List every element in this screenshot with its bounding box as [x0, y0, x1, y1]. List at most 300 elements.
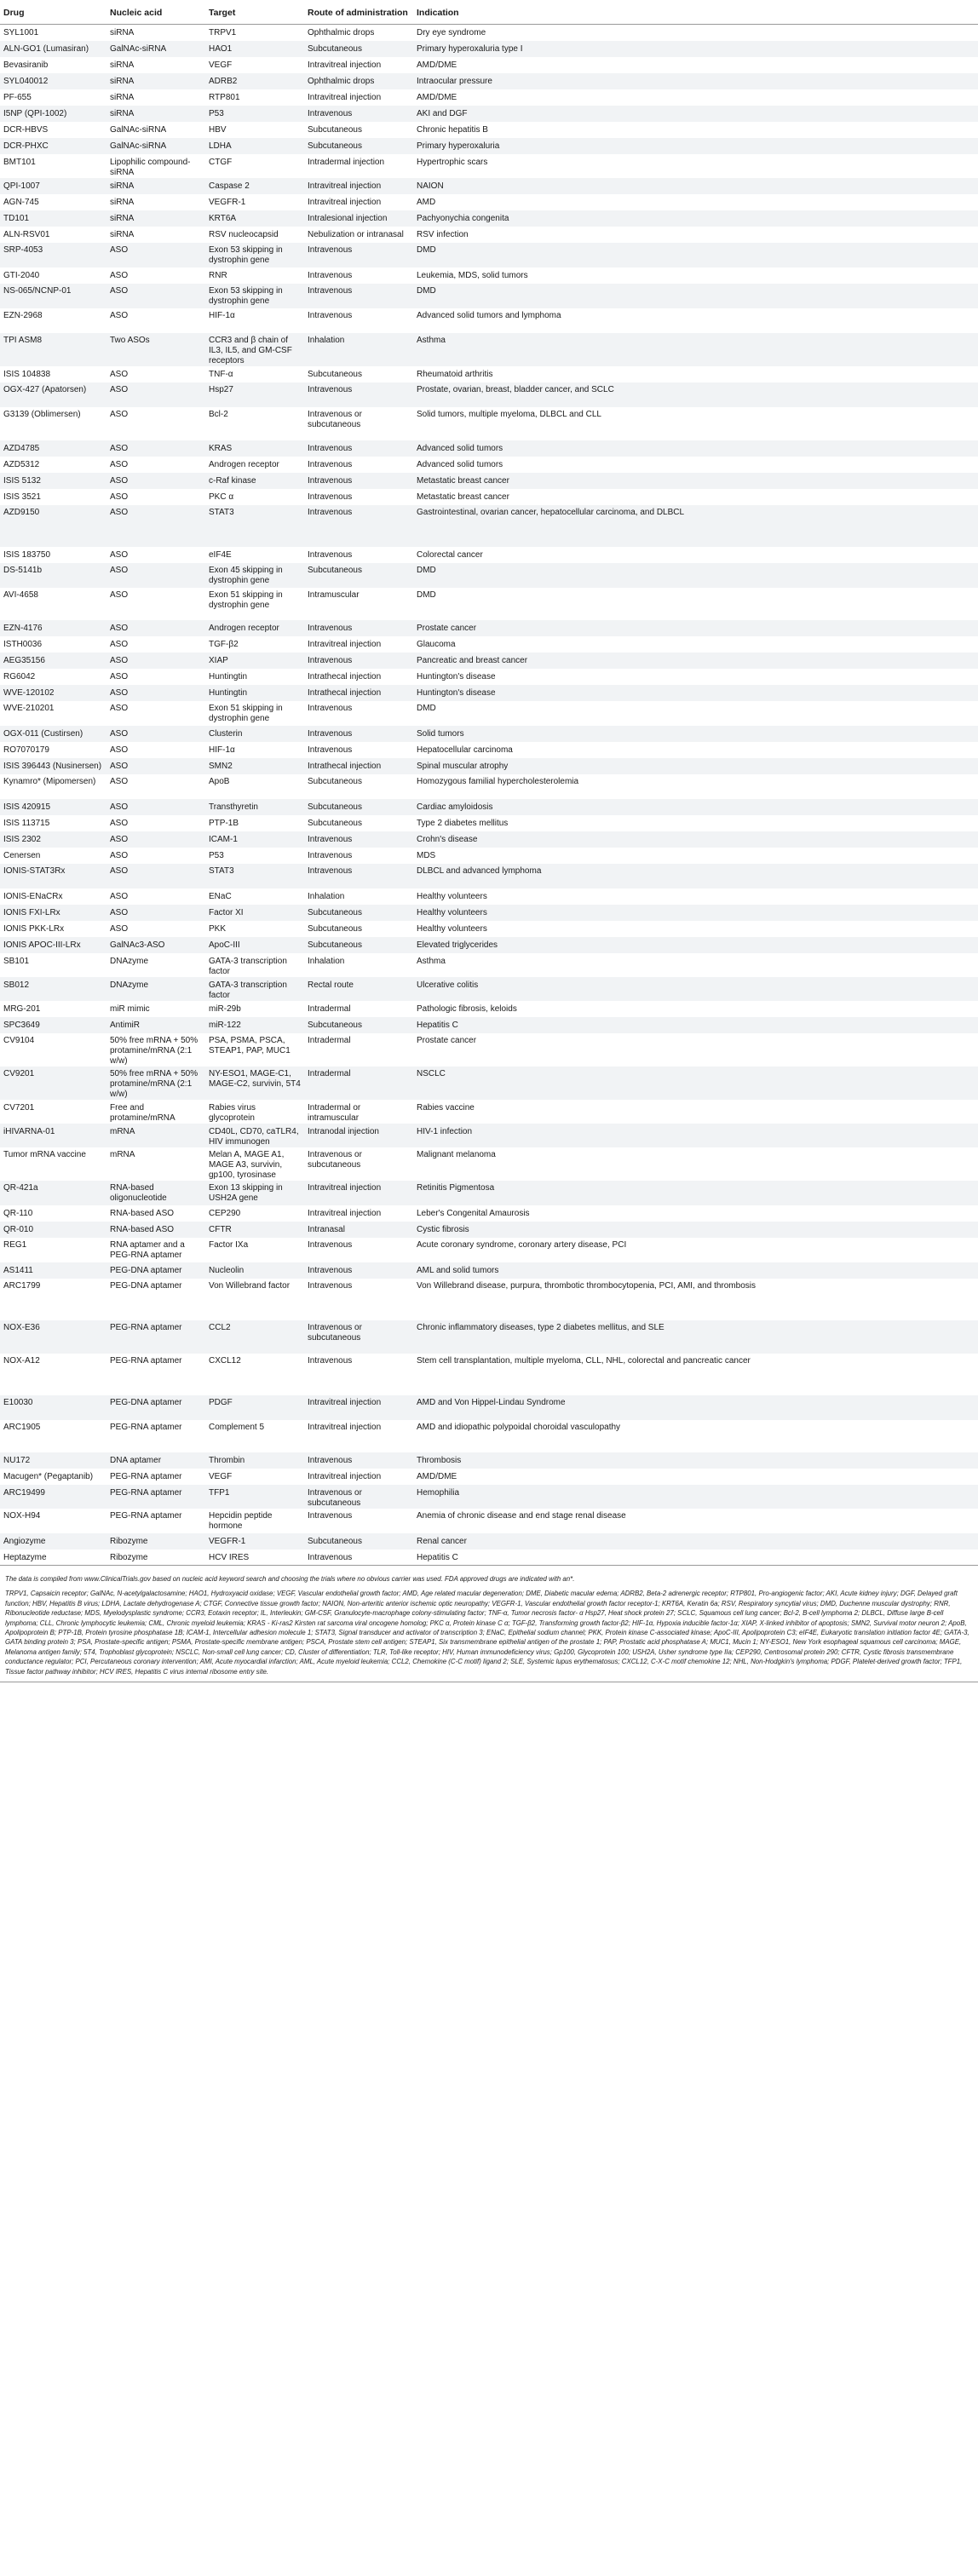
cell-nucleic-acid: GalNAc3-ASO — [110, 940, 165, 950]
cell-target: HIF-1α — [209, 310, 235, 320]
cell-route: Intravitreal injection — [308, 1422, 382, 1432]
cell-nucleic-acid: ASO — [110, 850, 129, 860]
cell-drug: Cenersen — [3, 850, 41, 860]
table-row — [0, 905, 978, 921]
cell-nucleic-acid: ASO — [110, 639, 129, 649]
table-row — [0, 1533, 978, 1550]
footnote-source-note: The data is compiled from www.ClinicalTrials.gov based on nucleic acid keyword search and choosing the trials where no obvious carrier was used. FDA approved drugs are indicated with an*. — [5, 1575, 575, 1583]
cell-indication: Stem cell transplantation, multiple myeloma, CLL, NHL, colorectal and pancreatic cancer — [417, 1355, 751, 1366]
cell-route: Subcutaneous — [308, 124, 362, 135]
cell-drug: NS-065/NCNP-01 — [3, 285, 72, 296]
cell-route: Intravenous or subcutaneous — [308, 409, 362, 429]
cell-indication: Elevated triglycerides — [417, 940, 498, 950]
cell-drug: TPI ASM8 — [3, 335, 43, 345]
cell-indication: Leber's Congenital Amaurosis — [417, 1208, 530, 1218]
cell-target: Thrombin — [209, 1455, 245, 1465]
cell-route: Subcutaneous — [308, 43, 362, 54]
cell-indication: Healthy volunteers — [417, 907, 487, 917]
cell-target: LDHA — [209, 141, 232, 151]
cell-target: Exon 53 skipping in dystrophin gene — [209, 244, 283, 265]
cell-target: Exon 13 skipping in USH2A gene — [209, 1182, 283, 1203]
cell-nucleic-acid: ASO — [110, 244, 129, 255]
cell-route: Inhalation — [308, 335, 345, 345]
cell-indication: AMD/DME — [417, 92, 457, 102]
cell-drug: BMT101 — [3, 157, 36, 167]
cell-drug: MRG-201 — [3, 1003, 41, 1014]
cell-route: Intravenous — [308, 655, 353, 665]
cell-route: Intravenous — [308, 1280, 353, 1291]
cell-nucleic-acid: ASO — [110, 687, 129, 698]
cell-indication: Hepatocellular carcinoma — [417, 745, 513, 755]
cell-drug: AEG35156 — [3, 655, 45, 665]
cell-nucleic-acid: siRNA — [110, 197, 135, 207]
cell-drug: Angiozyme — [3, 1536, 46, 1546]
table-row — [0, 1100, 978, 1124]
cell-nucleic-acid: ASO — [110, 802, 129, 812]
table-row — [0, 1354, 978, 1395]
cell-nucleic-acid: RNA aptamer and a PEG-RNA aptamer — [110, 1239, 185, 1260]
cell-target: Huntingtin — [209, 687, 248, 698]
cell-indication: DMD — [417, 565, 436, 575]
cell-drug: ARC19499 — [3, 1487, 45, 1498]
cell-nucleic-acid: ASO — [110, 745, 129, 755]
cell-nucleic-acid: DNAzyme — [110, 980, 149, 990]
table-row — [0, 284, 978, 308]
cell-indication: Asthma — [417, 335, 446, 345]
cell-target: ENaC — [209, 891, 232, 901]
cell-drug: AZD5312 — [3, 459, 40, 469]
cell-route: Intravitreal injection — [308, 1397, 382, 1407]
cell-indication: Acute coronary syndrome, coronary artery disease, PCI — [417, 1239, 627, 1250]
cell-route: Intravenous — [308, 745, 353, 755]
cell-nucleic-acid: ASO — [110, 818, 129, 828]
cell-route: Intravenous — [308, 865, 353, 876]
cell-route: Intravenous — [308, 850, 353, 860]
cell-indication: Hepatitis C — [417, 1020, 458, 1030]
cell-target: RSV nucleocapsid — [209, 229, 279, 239]
cell-route: Intravitreal injection — [308, 92, 382, 102]
cell-target: Exon 51 skipping in dystrophin gene — [209, 589, 283, 610]
cell-target: PDGF — [209, 1397, 233, 1407]
cell-drug: IONIS FXI-LRx — [3, 907, 60, 917]
cell-nucleic-acid: PEG-DNA aptamer — [110, 1265, 182, 1275]
table-row — [0, 1550, 978, 1566]
cell-route: Subcutaneous — [308, 818, 362, 828]
cell-target: CXCL12 — [209, 1355, 241, 1366]
cell-target: Hepcidin peptide hormone — [209, 1510, 273, 1531]
cell-drug: NOX-H94 — [3, 1510, 41, 1521]
cell-drug: AS1411 — [3, 1265, 33, 1275]
table-row — [0, 1262, 978, 1279]
cell-indication: Spinal muscular atrophy — [417, 761, 509, 771]
cell-indication: Prostate cancer — [417, 1035, 477, 1045]
cell-route: Intradermal or intramuscular — [308, 1102, 361, 1123]
cell-nucleic-acid: mRNA — [110, 1126, 135, 1136]
cell-target: Hsp27 — [209, 384, 233, 394]
cell-nucleic-acid: PEG-RNA aptamer — [110, 1355, 182, 1366]
cell-drug: IONIS APOC-III-LRx — [3, 940, 81, 950]
cell-target: CD40L, CD70, caTLR4, HIV immunogen — [209, 1126, 299, 1147]
cell-target: Bcl-2 — [209, 409, 228, 419]
cell-indication: AMD/DME — [417, 1471, 457, 1481]
cell-indication: Solid tumors — [417, 728, 464, 739]
cell-drug: OGX-011 (Custirsen) — [3, 728, 83, 739]
cell-target: Clusterin — [209, 728, 243, 739]
cell-route: Intramuscular — [308, 589, 360, 600]
cell-indication: DMD — [417, 285, 436, 296]
cell-target: STAT3 — [209, 865, 234, 876]
table-row — [0, 194, 978, 210]
cell-drug: G3139 (Oblimersen) — [3, 409, 81, 419]
cell-nucleic-acid: 50% free mRNA + 50% protamine/mRNA (2:1 w/w) — [110, 1068, 198, 1099]
cell-drug: ARC1905 — [3, 1422, 41, 1432]
cell-indication: Anemia of chronic disease and end stage renal disease — [417, 1510, 626, 1521]
table-row — [0, 815, 978, 831]
cell-route: Intravenous — [308, 443, 353, 453]
cell-indication: Advanced solid tumors and lymphoma — [417, 310, 561, 320]
cell-indication: Hemophilia — [417, 1487, 460, 1498]
table-row — [0, 267, 978, 284]
cell-nucleic-acid: 50% free mRNA + 50% protamine/mRNA (2:1 w/w) — [110, 1035, 198, 1066]
cell-drug: EZN-2968 — [3, 310, 43, 320]
cell-target: Exon 53 skipping in dystrophin gene — [209, 285, 283, 306]
cell-drug: I5NP (QPI-1002) — [3, 108, 67, 118]
cell-indication: Crohn's disease — [417, 834, 478, 844]
table-row — [0, 669, 978, 685]
cell-nucleic-acid: ASO — [110, 891, 129, 901]
cell-indication: Asthma — [417, 956, 446, 966]
table-row — [0, 620, 978, 636]
table-row — [0, 1147, 978, 1181]
table-row — [0, 505, 978, 547]
cell-route: Intravenous — [308, 270, 353, 280]
cell-nucleic-acid: siRNA — [110, 92, 135, 102]
cell-route: Intravitreal injection — [308, 197, 382, 207]
cell-nucleic-acid: ASO — [110, 776, 129, 786]
cell-indication: Hypertrophic scars — [417, 157, 488, 167]
table-row — [0, 1509, 978, 1533]
cell-nucleic-acid: mRNA — [110, 1149, 135, 1159]
cell-indication: AKI and DGF — [417, 108, 468, 118]
cell-nucleic-acid: GalNAc-siRNA — [110, 141, 167, 151]
cell-drug: AZD9150 — [3, 507, 40, 517]
table-row — [0, 921, 978, 937]
cell-nucleic-acid: ASO — [110, 703, 129, 713]
table-row — [0, 758, 978, 774]
cell-target: HBV — [209, 124, 227, 135]
cell-route: Ophthalmic drops — [308, 28, 375, 37]
cell-target: c-Raf kinase — [209, 475, 256, 486]
cell-drug: AGN-745 — [3, 197, 39, 207]
table-body — [0, 25, 978, 1566]
cell-route: Intravenous — [304, 1550, 413, 1566]
cell-route: Subcutaneous — [308, 907, 362, 917]
cell-indication: Chronic hepatitis B — [417, 124, 488, 135]
table-row — [0, 1222, 978, 1238]
cell-indication: NAION — [417, 181, 444, 191]
cell-route: Intravenous — [308, 384, 353, 394]
cell-indication: Huntington's disease — [417, 671, 496, 681]
cell-route: Intravenous — [308, 1239, 353, 1250]
cell-drug: AVI-4658 — [3, 589, 38, 600]
cell-indication: DMD — [417, 703, 436, 713]
cell-nucleic-acid: siRNA — [110, 108, 135, 118]
table-row — [0, 977, 978, 1001]
cell-target: CEP290 — [209, 1208, 241, 1218]
cell-indication: Cardiac amyloidosis — [417, 802, 493, 812]
cell-drug: SB012 — [3, 980, 30, 990]
cell-nucleic-acid: Two ASOs — [110, 335, 150, 345]
cell-indication: Healthy volunteers — [417, 891, 487, 901]
cell-nucleic-acid: ASO — [110, 655, 129, 665]
cell-route: Intradermal injection — [308, 157, 385, 167]
cell-target: Transthyretin — [209, 802, 258, 812]
cell-drug: ALN-RSV01 — [3, 229, 50, 239]
table-row — [0, 701, 978, 726]
table-row — [0, 848, 978, 864]
table-row — [0, 243, 978, 267]
table-row — [0, 122, 978, 138]
cell-nucleic-acid: ASO — [110, 475, 129, 486]
cell-route: Intrathecal injection — [308, 671, 382, 681]
cell-drug: ISIS 104838 — [3, 369, 51, 379]
cell-route: Intravitreal injection — [308, 639, 382, 649]
cell-drug: ISIS 420915 — [3, 802, 51, 812]
cell-nucleic-acid: RNA-based ASO — [110, 1208, 175, 1218]
cell-route: Intradermal — [308, 1035, 351, 1045]
header-drug: Drug — [0, 2, 106, 25]
cell-target: Rabies virus glycoprotein — [209, 1102, 256, 1123]
cell-target: VEGFR-1 — [209, 1536, 246, 1546]
cell-indication: Solid tumors, multiple myeloma, DLBCL and CLL — [417, 409, 601, 419]
cell-target: Exon 45 skipping in dystrophin gene — [209, 565, 283, 585]
cell-indication: Primary hyperoxaluria type I — [417, 43, 523, 54]
cell-nucleic-acid: siRNA — [110, 28, 135, 37]
cell-target: Complement 5 — [209, 1422, 265, 1432]
cell-route: Intravenous — [308, 1510, 353, 1521]
cell-drug: QR-421a — [3, 1182, 38, 1193]
cell-route: Intravenous — [308, 459, 353, 469]
cell-indication: HIV-1 infection — [417, 1126, 473, 1136]
cell-target: XIAP — [209, 655, 228, 665]
cell-nucleic-acid: ASO — [110, 310, 129, 320]
cell-nucleic-acid: PEG-RNA aptamer — [110, 1422, 182, 1432]
table-row — [0, 547, 978, 563]
cell-route: Intravenous — [308, 834, 353, 844]
cell-nucleic-acid: ASO — [110, 549, 129, 560]
cell-target: KRAS — [209, 443, 233, 453]
table-row — [0, 799, 978, 815]
cell-target: Androgen receptor — [209, 459, 279, 469]
cell-nucleic-acid: ASO — [110, 384, 129, 394]
table-row — [0, 1017, 978, 1033]
table-row — [0, 382, 978, 407]
cell-nucleic-acid: PEG-RNA aptamer — [110, 1510, 182, 1521]
cell-drug: SPC3649 — [3, 1020, 40, 1030]
cell-route: Intrathecal injection — [308, 687, 382, 698]
table-row — [0, 1420, 978, 1452]
cell-route: Intravenous — [308, 623, 353, 633]
cell-indication: AML and solid tumors — [417, 1265, 499, 1275]
cell-indication: Huntington's disease — [417, 687, 496, 698]
cell-nucleic-acid: ASO — [110, 761, 129, 771]
cell-nucleic-acid: DNAzyme — [110, 956, 149, 966]
cell-route: Intravenous — [308, 244, 353, 255]
cell-target: Androgen receptor — [209, 623, 279, 633]
cell-indication: Prostate cancer — [417, 623, 477, 633]
cell-route: Intravenous — [308, 1455, 353, 1465]
cell-nucleic-acid: PEG-DNA aptamer — [110, 1280, 182, 1291]
cell-route: Intravenous — [308, 549, 353, 560]
cell-route: Intravenous — [308, 1265, 353, 1275]
table-row — [0, 1320, 978, 1354]
cell-target: CCR3 and β chain of IL3, IL5, and GM-CSF receptors — [209, 335, 292, 365]
cell-target: VEGF — [209, 60, 233, 70]
cell-nucleic-acid: ASO — [110, 270, 129, 280]
table-row — [0, 831, 978, 848]
cell-nucleic-acid: ASO — [110, 923, 129, 934]
cell-route: Intravenous — [308, 108, 353, 118]
cell-indication: AMD and idiopathic polypoidal choroidal vasculopathy — [417, 1422, 621, 1432]
cell-drug: TD101 — [3, 213, 30, 223]
cell-nucleic-acid: siRNA — [110, 181, 135, 191]
cell-drug: Tumor mRNA vaccine — [3, 1149, 86, 1159]
cell-nucleic-acid: ASO — [110, 459, 129, 469]
cell-target: PTP-1B — [209, 818, 239, 828]
cell-indication: Type 2 diabetes mellitus — [417, 818, 509, 828]
cell-nucleic-acid: ASO — [110, 623, 129, 633]
cell-target: VEGF — [209, 1471, 233, 1481]
cell-route: Subcutaneous — [308, 565, 362, 575]
cell-target: RTP801 — [209, 92, 240, 102]
cell-drug: AZD4785 — [3, 443, 40, 453]
table-row — [0, 178, 978, 194]
cell-nucleic-acid: PEG-RNA aptamer — [110, 1471, 182, 1481]
table-row — [0, 1452, 978, 1469]
cell-drug: NOX-E36 — [3, 1322, 40, 1332]
table-row — [0, 73, 978, 89]
table-row — [0, 953, 978, 977]
cell-route: Intravenous — [308, 507, 353, 517]
cell-drug: ARC1799 — [3, 1280, 41, 1291]
header-nucleic-acid: Nucleic acid — [106, 2, 205, 25]
table-row — [0, 106, 978, 122]
cell-indication: Thrombosis — [417, 1455, 462, 1465]
cell-route: Intravenous — [308, 703, 353, 713]
cell-route: Intravitreal injection — [308, 1208, 382, 1218]
cell-nucleic-acid: ASO — [110, 409, 129, 419]
table-row — [0, 457, 978, 473]
cell-target: HAO1 — [209, 43, 233, 54]
cell-target: Factor IXa — [209, 1239, 249, 1250]
table-row — [0, 1124, 978, 1147]
cell-route: Intravenous — [308, 285, 353, 296]
cell-route: Intradermal — [308, 1003, 351, 1014]
table-row — [0, 937, 978, 953]
cell-route: Intravenous or subcutaneous — [308, 1322, 362, 1343]
cell-indication: Gastrointestinal, ovarian cancer, hepatocellular carcinoma, and DLBCL — [417, 507, 685, 517]
cell-route: Intravitreal injection — [308, 1182, 382, 1193]
table-row — [0, 653, 978, 669]
cell-indication: Malignant melanoma — [417, 1149, 496, 1159]
cell-drug: Macugen* (Pegaptanib) — [3, 1471, 94, 1481]
cell-drug: CV9104 — [3, 1035, 35, 1045]
cell-indication: NSCLC — [417, 1068, 446, 1078]
table-row — [0, 473, 978, 489]
cell-target: CCL2 — [209, 1322, 231, 1332]
cell-target: P53 — [209, 850, 224, 860]
cell-route: Subcutaneous — [308, 1020, 362, 1030]
cell-indication: AMD/DME — [417, 60, 457, 70]
table-row — [0, 333, 978, 366]
cell-drug: DCR-HBVS — [3, 124, 49, 135]
cell-indication: Von Willebrand disease, purpura, thrombotic thrombocytopenia, PCI, AMI, and thrombosis — [417, 1280, 756, 1291]
cell-route: Subcutaneous — [308, 923, 362, 934]
cell-indication: Homozygous familial hypercholesterolemia — [417, 776, 579, 786]
table-row — [0, 308, 978, 333]
cell-indication: Dry eye syndrome — [417, 28, 486, 37]
cell-route: Intradermal — [308, 1068, 351, 1078]
table-row — [0, 1181, 978, 1205]
cell-drug: Kynamro* (Mipomersen) — [3, 776, 96, 786]
cell-target: CFTR — [209, 1224, 232, 1234]
table-row — [0, 1205, 978, 1222]
cell-drug: NOX-A12 — [3, 1355, 40, 1366]
cell-target: miR-122 — [209, 1020, 241, 1030]
cell-nucleic-acid: PEG-DNA aptamer — [110, 1397, 182, 1407]
cell-target: Von Willebrand factor — [209, 1280, 291, 1291]
cell-target: PSA, PSMA, PSCA, STEAP1, PAP, MUC1 — [209, 1035, 291, 1055]
table-row — [0, 1395, 978, 1420]
cell-route: Intranodal injection — [308, 1126, 379, 1136]
cell-nucleic-acid: Lipophilic compound-siRNA — [110, 157, 191, 177]
table-row — [0, 1279, 978, 1320]
cell-nucleic-acid: ASO — [110, 507, 129, 517]
cell-route: Intranasal — [308, 1224, 345, 1234]
cell-route: Subcutaneous — [308, 1536, 362, 1546]
table-row — [0, 154, 978, 178]
cell-drug: ISIS 113715 — [3, 818, 50, 828]
cell-nucleic-acid: siRNA — [110, 60, 135, 70]
clinical-trials-table — [0, 2, 978, 1566]
cell-target: TNF-α — [209, 369, 233, 379]
table-row — [0, 1238, 978, 1262]
cell-drug: CV9201 — [3, 1068, 35, 1078]
cell-nucleic-acid: Ribozyme — [106, 1550, 205, 1566]
table-row — [0, 563, 978, 588]
table-footnote — [0, 1573, 978, 1682]
table-row — [0, 57, 978, 73]
cell-indication: DLBCL and advanced lymphoma — [417, 865, 542, 876]
cell-indication: AMD and Von Hippel-Lindau Syndrome — [417, 1397, 566, 1407]
cell-nucleic-acid: PEG-RNA aptamer — [110, 1322, 182, 1332]
cell-drug: DS-5141b — [3, 565, 43, 575]
cell-route: Rectal route — [308, 980, 354, 990]
cell-drug: CV7201 — [3, 1102, 35, 1113]
cell-nucleic-acid: siRNA — [110, 213, 135, 223]
cell-nucleic-acid: Ribozyme — [110, 1536, 148, 1546]
cell-drug: WVE-120102 — [3, 687, 55, 698]
cell-nucleic-acid: ASO — [110, 865, 129, 876]
cell-route: Ophthalmic drops — [308, 76, 375, 86]
cell-drug: E10030 — [3, 1397, 33, 1407]
cell-drug: ALN-GO1 (Lumasiran) — [3, 43, 89, 54]
cell-nucleic-acid: GalNAc-siRNA — [110, 124, 167, 135]
header-target: Target — [205, 2, 304, 25]
cell-target: miR-29b — [209, 1003, 241, 1014]
cell-route: Intravenous — [308, 728, 353, 739]
cell-target: Huntingtin — [209, 671, 248, 681]
